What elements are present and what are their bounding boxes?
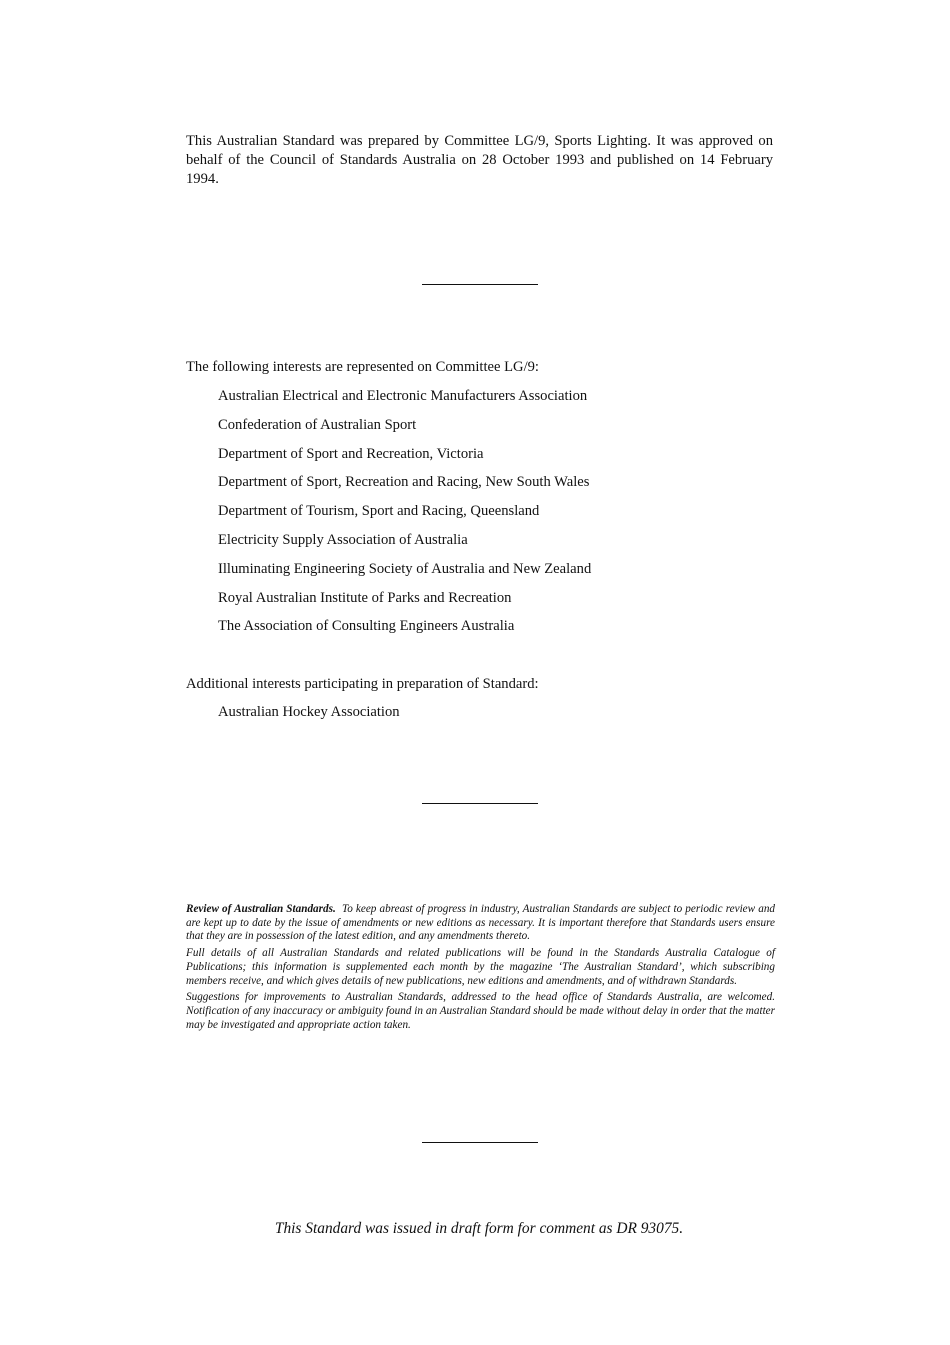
review-notice (186, 903, 775, 1035)
section-divider (422, 803, 538, 804)
list-item: Confederation of Australian Sport (218, 416, 417, 433)
list-item: Australian Electrical and Electronic Manufacturers Association (218, 388, 588, 404)
catalogue-paragraph: Full details of all Australian Standards and related publications will be found in the Standards Australia Catalogue of Publications; this information is supplemented each month by the magazine ‘The Australian Standard’, which subscribing members receive, and which gives details of new publications, new editions and amendments, and of withdrawn Standards. (186, 947, 775, 987)
intro-paragraph: This Australian Standard was prepared by Committee LG/9, Sports Lighting. It was approved on behalf of the Council of Standards Australia on 28 October 1993 and published on 14 February 1994. (186, 133, 773, 187)
additional-interests-list (218, 703, 400, 732)
committee-member-list (218, 387, 591, 646)
list-item: The Association of Consulting Engineers Australia (218, 618, 515, 635)
additional-interests-heading: Additional interests participating in preparation of Standard: (186, 676, 539, 692)
committee-heading: The following interests are represented on Committee LG/9: (186, 359, 539, 375)
list-item: Royal Australian Institute of Parks and Recreation (218, 589, 512, 606)
review-paragraph (186, 903, 775, 944)
review-text: To keep abreast of progress in industry, Australian Standards are subject to periodic review and are kept up to date by the issue of amendments or new editions as necessary. It is important therefore that Standards users ensure that they are in possession of the latest edition, and any amendments thereto. (186, 903, 776, 943)
section-divider (422, 284, 538, 285)
review-title: Review of Australian Standards. (186, 903, 336, 915)
draft-note: This Standard was issued in draft form for comment as DR 93075. (274, 1220, 684, 1237)
list-item: Australian Hockey Association (218, 704, 400, 720)
list-item: Department of Tourism, Sport and Racing, Queensland (218, 503, 540, 520)
suggestions-paragraph: Suggestions for improvements to Australian Standards, addressed to the head office of Standards Australia, are welcomed. Notification of any inaccuracy or ambiguity found in an Australian Standard should be made without delay in order that the matter may be investigated and appropriate action taken. (186, 991, 775, 1031)
section-divider (422, 1142, 538, 1143)
list-item: Department of Sport, Recreation and Racing, New South Wales (218, 474, 590, 491)
list-item: Electricity Supply Association of Australia (218, 531, 468, 548)
list-item: Department of Sport and Recreation, Victoria (218, 445, 484, 462)
list-item: Illuminating Engineering Society of Australia and New Zealand (218, 560, 592, 577)
